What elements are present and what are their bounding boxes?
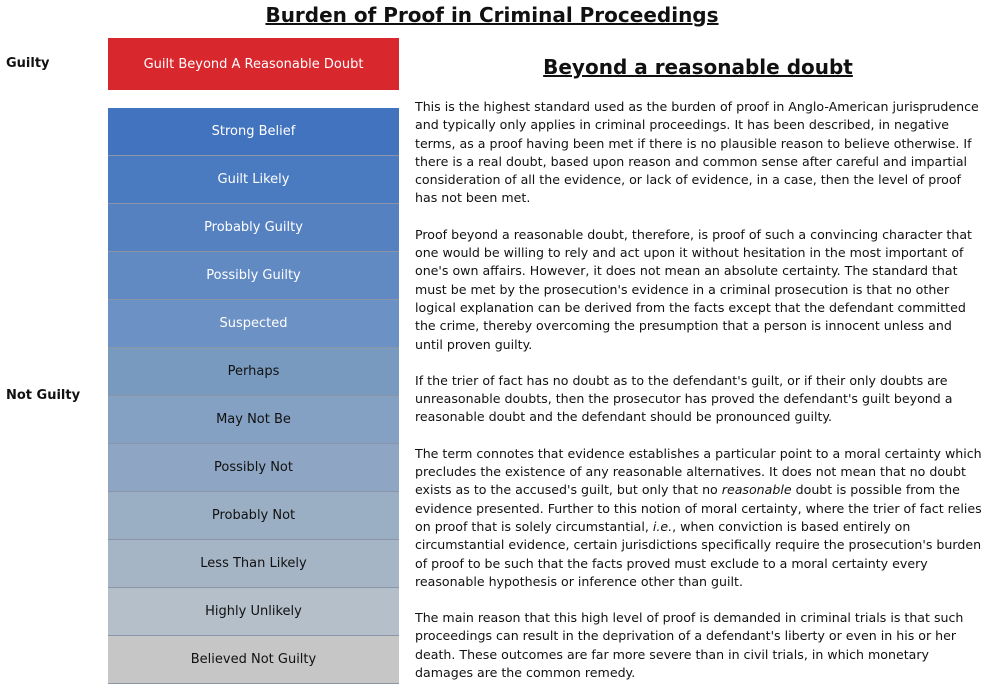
section-title: Beyond a reasonable doubt	[543, 55, 853, 79]
paragraph-4-emphasis-2: i.e.	[652, 518, 673, 534]
paragraph-4	[415, 445, 982, 591]
scale-level: Perhaps	[108, 348, 399, 396]
scale-level: Suspected	[108, 300, 399, 348]
not-guilty-label: Not Guilty	[6, 388, 81, 403]
scale-level: Strong Belief	[108, 108, 399, 156]
paragraph-5: The main reason that this high level of proof is demanded in criminal trials is that such proceedings can result in the deprivation of a defendant's liberty or even in his or her death. These outcomes are far more severe than in civil trials, in which monetary damages are the common remedy.	[415, 610, 964, 681]
scale-level: Possibly Guilty	[108, 252, 399, 300]
guilt-beyond-reasonable-doubt-box: Guilt Beyond A Reasonable Doubt	[108, 38, 399, 90]
paragraph-4-part-2: doubt is possible from the evidence presented. Further to this notion of moral certainty, where the trier of fact relies on proof that is solely circumstantial,	[415, 482, 982, 534]
paragraph-2: Proof beyond a reasonable doubt, therefore, is proof of such a convincing character that one would be willing to rely and act upon it without hesitation in the most important of one's own affairs. However, it does not mean an absolute certainty. The standard that must be met by the prosecution's evidence in a criminal prosecution is that no other logical explanation can be derived from the facts except that the defendant committed the crime, thereby overcoming the presumption that a person is innocent unless and until proven guilty.	[415, 226, 972, 352]
certainty-scale	[108, 108, 399, 684]
scale-level: Highly Unlikely	[108, 588, 399, 636]
scale-level: Less Than Likely	[108, 540, 399, 588]
paragraph-4-emphasis-1: reasonable	[721, 482, 792, 498]
scale-level: Guilt Likely	[108, 156, 399, 204]
explanation-text	[415, 98, 982, 700]
scale-level: Believed Not Guilty	[108, 636, 399, 684]
paragraph-1: This is the highest standard used as the burden of proof in Anglo-American jurisprudence and typically only applies in criminal proceedings. It has been described, in negative terms, as a proof having been met if there is no plausible reason to believe otherwise. If there is a real doubt, based upon reason and common sense after careful and impartial consideration of all the evidence, or lack of evidence, in a case, then the level of proof has not been met.	[415, 99, 979, 206]
guilty-label: Guilty	[6, 56, 50, 71]
paragraph-4-part-3: , when conviction is based entirely on circumstantial evidence, certain jurisdictions specifically require the prosecution's burden of proof to be such that the facts proved must exclude to a moral certainty every reasonable hypothesis or inference other than guilt.	[415, 518, 982, 589]
scale-level: Probably Not	[108, 492, 399, 540]
scale-level: May Not Be	[108, 396, 399, 444]
paragraph-3: If the trier of fact has no doubt as to the defendant's guilt, or if their only doubts are unreasonable doubts, then the prosecutor has proved the defendant's guilt beyond a reasonable doubt and the defendant should be pronounced guilty.	[415, 372, 953, 425]
scale-level: Probably Guilty	[108, 204, 399, 252]
page-title: Burden of Proof in Criminal Proceedings	[265, 3, 719, 27]
scale-level: Possibly Not	[108, 444, 399, 492]
paragraph-4-part-1: The term connotes that evidence establishes a particular point to a moral certainty which precludes the existence of any reasonable alternatives. It does not mean that no doubt exists as to the accused's guilt, but only that no	[415, 445, 982, 498]
